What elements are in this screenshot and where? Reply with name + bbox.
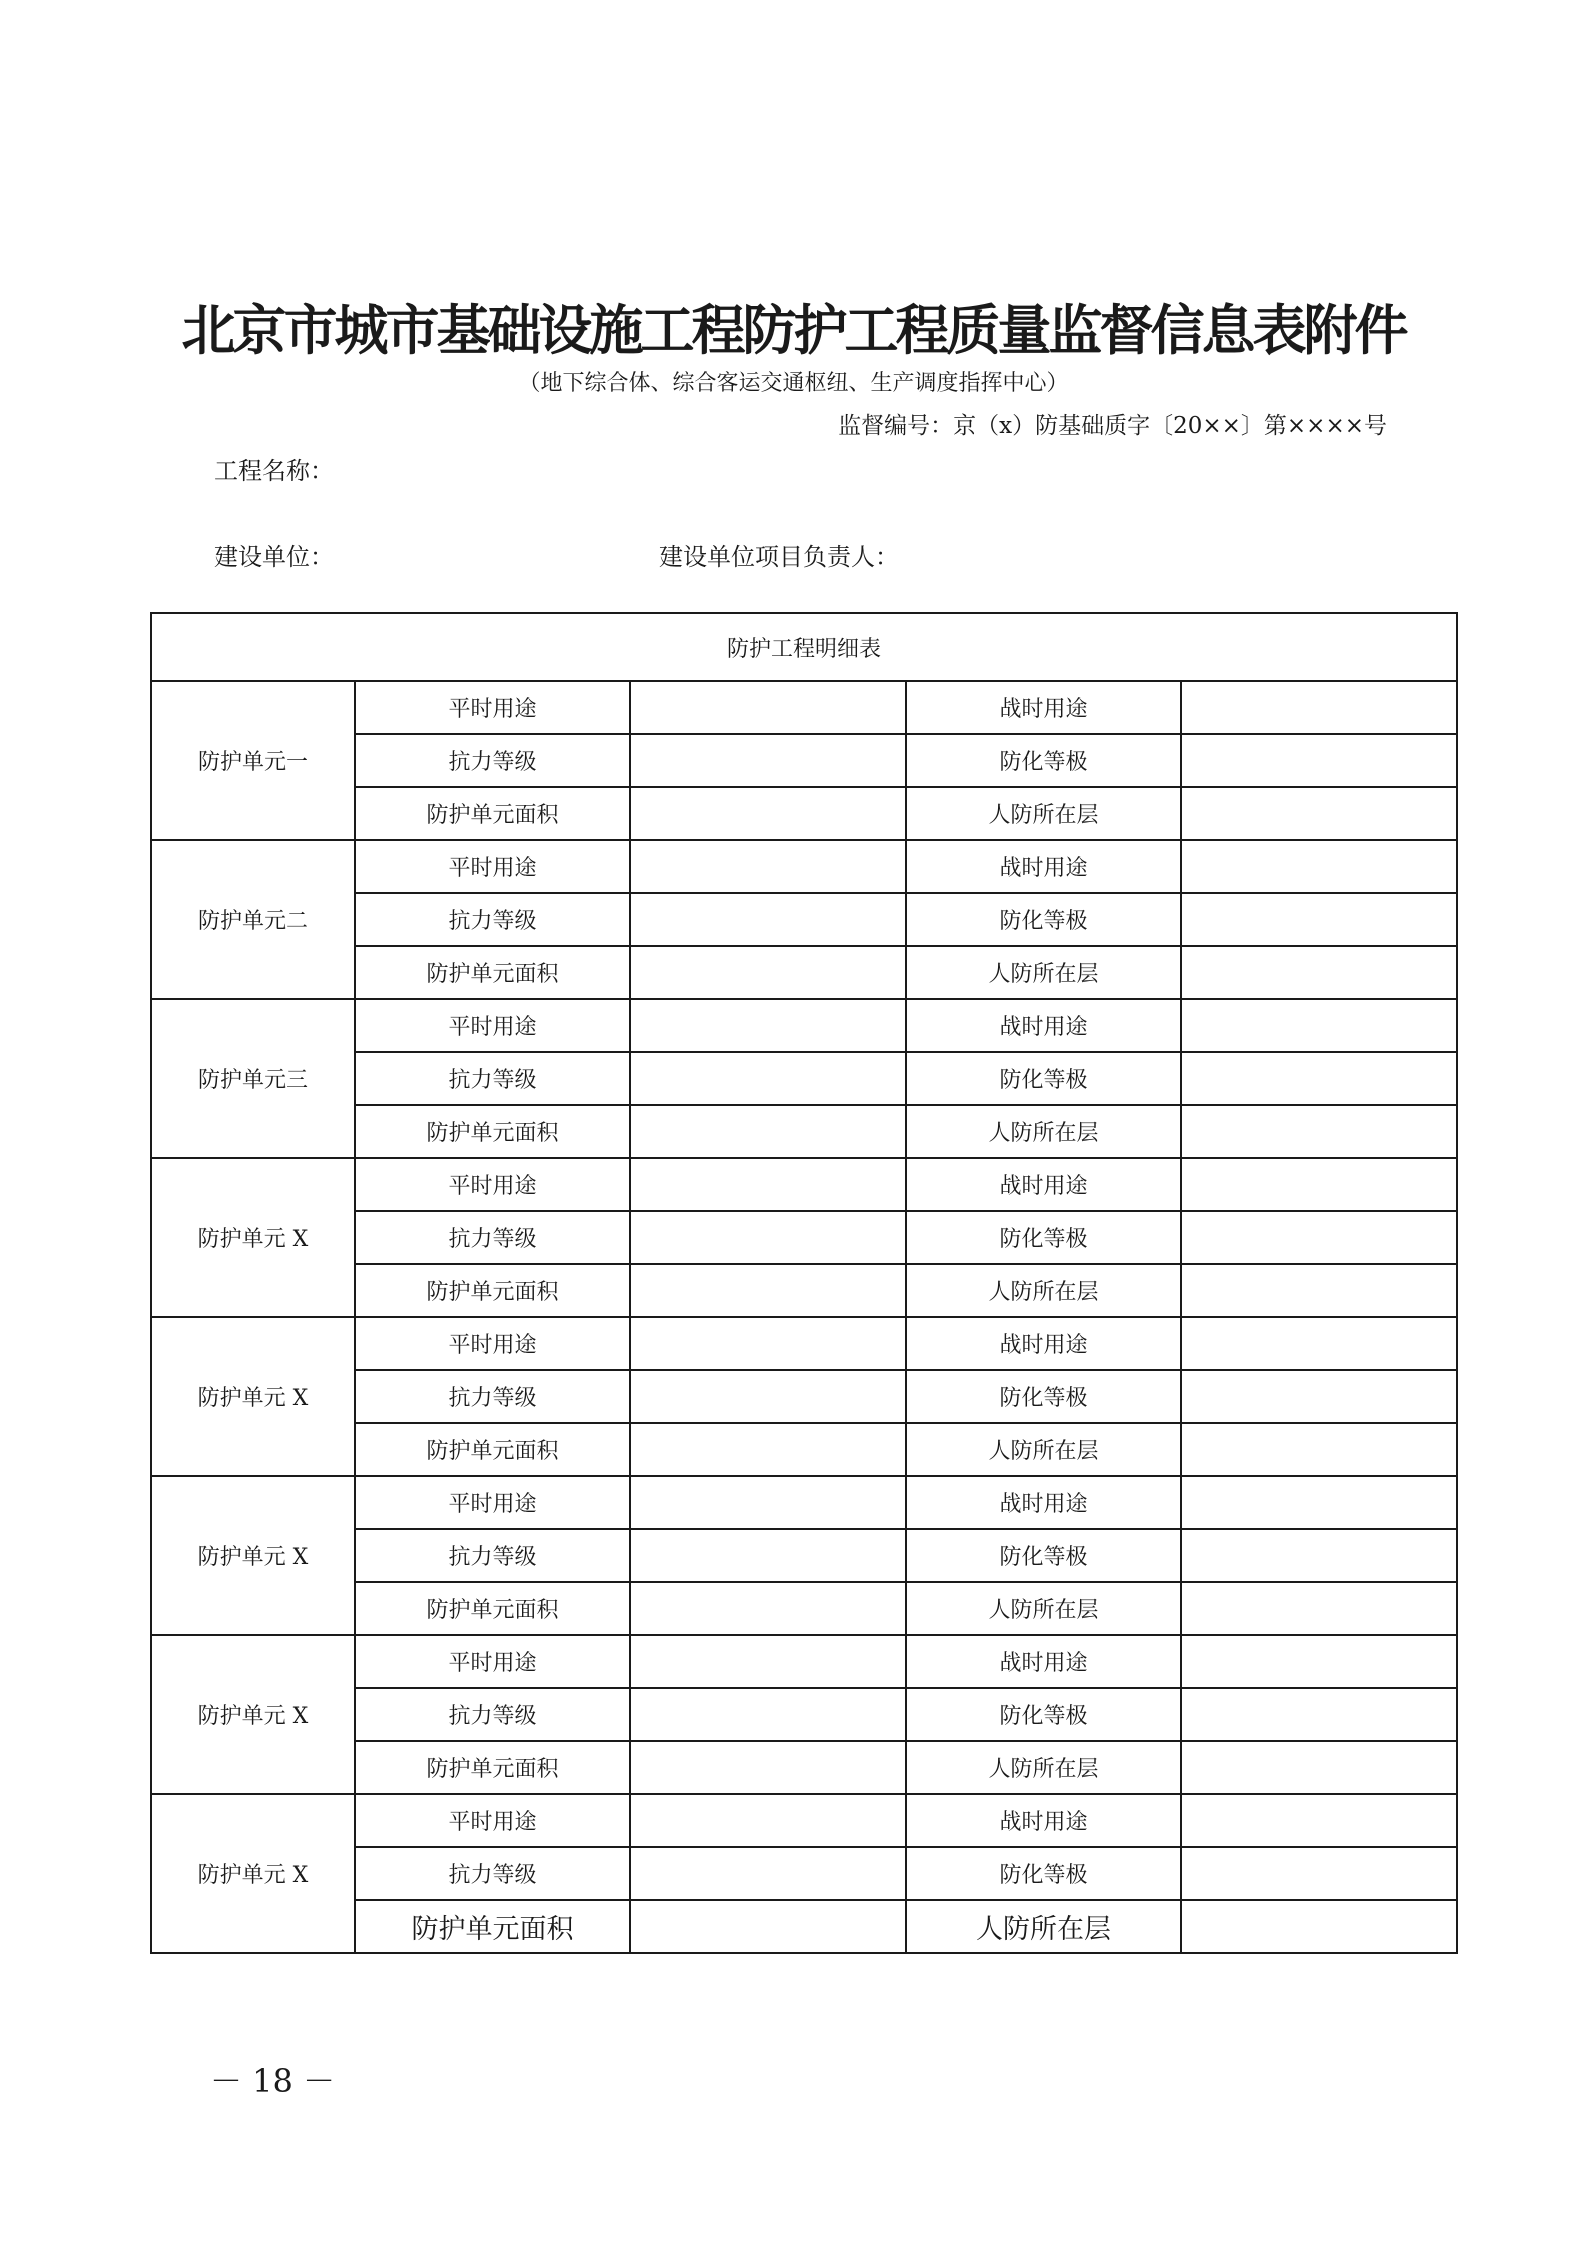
row-label-left: 防护单元面积 [355,1423,630,1476]
table-row [151,1635,1457,1688]
unit-name-cell: 防护单元二 [151,840,355,999]
table-row [151,1158,1457,1211]
row-label-left: 防护单元面积 [355,946,630,999]
table-row [151,1794,1457,1847]
row-label-right: 人防所在层 [906,1423,1181,1476]
value-cell-left[interactable] [630,1688,906,1741]
row-label-left: 平时用途 [355,1635,630,1688]
value-cell-left[interactable] [630,840,906,893]
value-cell-left[interactable] [630,1317,906,1370]
value-cell-right[interactable] [1181,1529,1457,1582]
row-label-left: 抗力等级 [355,1211,630,1264]
page-number: － 18 － [210,2062,336,2100]
table-row [151,999,1457,1052]
row-label-left: 防护单元面积 [355,1582,630,1635]
unit-name-cell: 防护单元三 [151,999,355,1158]
row-label-left: 抗力等级 [355,1847,630,1900]
value-cell-right[interactable] [1181,1264,1457,1317]
row-label-right: 人防所在层 [906,1741,1181,1794]
row-label-left: 平时用途 [355,840,630,893]
value-cell-left[interactable] [630,946,906,999]
row-label-right: 战时用途 [906,999,1181,1052]
builder-label: 建设单位： [214,543,334,571]
value-cell-right[interactable] [1181,787,1457,840]
row-label-left: 平时用途 [355,681,630,734]
row-label-left: 防护单元面积 [355,787,630,840]
unit-name-cell: 防护单元 X [151,1158,355,1317]
value-cell-left[interactable] [630,1105,906,1158]
value-cell-left[interactable] [630,1741,906,1794]
unit-name-cell: 防护单元 X [151,1317,355,1476]
value-cell-right[interactable] [1181,840,1457,893]
row-label-right: 防化等极 [906,893,1181,946]
value-cell-right[interactable] [1181,946,1457,999]
value-cell-left[interactable] [630,734,906,787]
value-cell-left[interactable] [630,681,906,734]
unit-name-cell: 防护单元 X [151,1635,355,1794]
row-label-left: 抗力等级 [355,1052,630,1105]
value-cell-right[interactable] [1181,681,1457,734]
value-cell-right[interactable] [1181,1476,1457,1529]
value-cell-left[interactable] [630,999,906,1052]
value-cell-left[interactable] [630,1582,906,1635]
row-label-right: 战时用途 [906,1635,1181,1688]
row-label-left: 平时用途 [355,1794,630,1847]
row-label-left: 平时用途 [355,1476,630,1529]
value-cell-left[interactable] [630,1476,906,1529]
value-cell-left[interactable] [630,1635,906,1688]
row-label-right: 战时用途 [906,1317,1181,1370]
value-cell-right[interactable] [1181,734,1457,787]
row-label-left: 平时用途 [355,1317,630,1370]
row-label-right: 战时用途 [906,1158,1181,1211]
row-label-right: 防化等极 [906,1370,1181,1423]
row-label-left: 抗力等级 [355,734,630,787]
value-cell-left[interactable] [630,1052,906,1105]
value-cell-left[interactable] [630,1211,906,1264]
row-label-right: 人防所在层 [906,1582,1181,1635]
value-cell-right[interactable] [1181,1900,1457,1953]
value-cell-right[interactable] [1181,999,1457,1052]
row-label-right: 战时用途 [906,1476,1181,1529]
protection-detail-table [150,612,1458,1954]
row-label-right: 人防所在层 [906,787,1181,840]
table-row [151,681,1457,734]
supervision-number: 监督编号：京（x）防基础质字〔20××〕第××××号 [838,413,1387,439]
value-cell-left[interactable] [630,1370,906,1423]
value-cell-left[interactable] [630,893,906,946]
value-cell-left[interactable] [630,787,906,840]
value-cell-right[interactable] [1181,1741,1457,1794]
value-cell-left[interactable] [630,1423,906,1476]
value-cell-left[interactable] [630,1794,906,1847]
row-label-left: 抗力等级 [355,1529,630,1582]
row-label-left: 防护单元面积 [355,1105,630,1158]
value-cell-right[interactable] [1181,1847,1457,1900]
value-cell-right[interactable] [1181,1582,1457,1635]
row-label-right: 防化等极 [906,1847,1181,1900]
row-label-left: 平时用途 [355,999,630,1052]
row-label-right: 人防所在层 [906,1105,1181,1158]
table-row [151,1476,1457,1529]
value-cell-right[interactable] [1181,1370,1457,1423]
row-label-left: 防护单元面积 [355,1741,630,1794]
table-row [151,1317,1457,1370]
row-label-left: 防护单元面积 [355,1900,630,1953]
row-label-left: 抗力等级 [355,1688,630,1741]
builder-leader-label: 建设单位项目负责人： [659,543,899,571]
value-cell-right[interactable] [1181,1688,1457,1741]
row-label-right: 人防所在层 [906,1900,1181,1953]
row-label-right: 防化等极 [906,734,1181,787]
value-cell-left[interactable] [630,1158,906,1211]
table-header: 防护工程明细表 [151,613,1457,681]
row-label-right: 人防所在层 [906,946,1181,999]
value-cell-right[interactable] [1181,1317,1457,1370]
unit-name-cell: 防护单元一 [151,681,355,840]
row-label-right: 防化等极 [906,1211,1181,1264]
row-label-left: 抗力等级 [355,893,630,946]
value-cell-right[interactable] [1181,1158,1457,1211]
unit-name-cell: 防护单元 X [151,1476,355,1635]
row-label-right: 防化等极 [906,1688,1181,1741]
value-cell-left[interactable] [630,1847,906,1900]
row-label-left: 平时用途 [355,1158,630,1211]
document-subtitle: （地下综合体、综合客运交通枢纽、生产调度指挥中心） [518,371,1069,396]
value-cell-right[interactable] [1181,1635,1457,1688]
row-label-right: 人防所在层 [906,1264,1181,1317]
value-cell-right[interactable] [1181,1794,1457,1847]
value-cell-right[interactable] [1181,1423,1457,1476]
document-title: 北京市城市基础设施工程防护工程质量监督信息表附件 [181,298,1406,362]
value-cell-left[interactable] [630,1900,906,1953]
row-label-right: 战时用途 [906,840,1181,893]
row-label-right: 战时用途 [906,681,1181,734]
project-name-label: 工程名称： [214,457,334,485]
value-cell-right[interactable] [1181,893,1457,946]
table-row [151,840,1457,893]
row-label-left: 抗力等级 [355,1370,630,1423]
value-cell-right[interactable] [1181,1211,1457,1264]
row-label-left: 防护单元面积 [355,1264,630,1317]
row-label-right: 战时用途 [906,1794,1181,1847]
value-cell-left[interactable] [630,1529,906,1582]
row-label-right: 防化等极 [906,1529,1181,1582]
row-label-right: 防化等极 [906,1052,1181,1105]
value-cell-left[interactable] [630,1264,906,1317]
value-cell-right[interactable] [1181,1105,1457,1158]
value-cell-right[interactable] [1181,1052,1457,1105]
unit-name-cell: 防护单元 X [151,1794,355,1953]
